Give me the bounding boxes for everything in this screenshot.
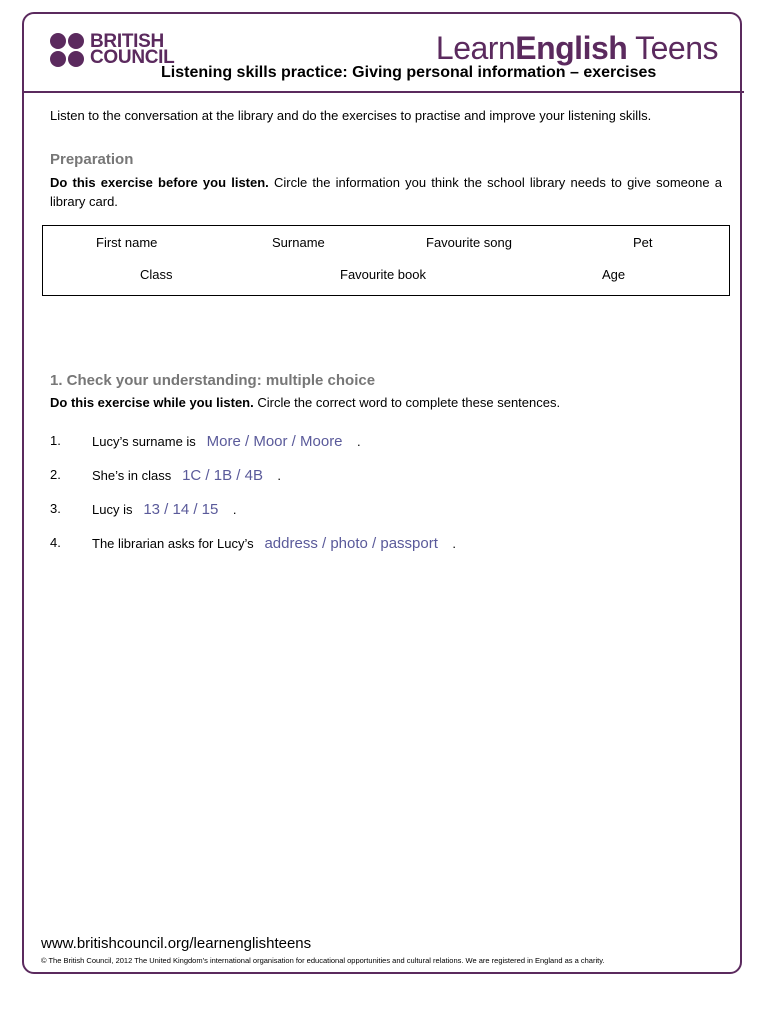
answer-choices[interactable]: 1C / 1B / 4B bbox=[182, 467, 263, 484]
header-divider bbox=[22, 91, 744, 93]
logo-teens: Teens bbox=[627, 30, 718, 66]
logo-line-2: COUNCIL bbox=[90, 47, 175, 68]
question-number: 1. bbox=[50, 433, 61, 448]
british-council-logo bbox=[50, 33, 174, 67]
question-number: 4. bbox=[50, 535, 61, 550]
question-text: She’s in class 1C / 1B / 4B . bbox=[92, 467, 282, 484]
footer-url[interactable]: www.britishcouncil.org/learnenglishteens bbox=[41, 935, 312, 952]
option-first-name[interactable]: First name bbox=[96, 235, 158, 250]
exercise1-heading: 1. Check your understanding: multiple choice bbox=[50, 372, 376, 389]
answer-choices[interactable]: 13 / 14 / 15 bbox=[143, 501, 219, 518]
exercise1-instruction bbox=[50, 393, 722, 412]
question-number: 3. bbox=[50, 501, 61, 516]
option-surname[interactable]: Surname bbox=[272, 235, 325, 250]
exercise1-instruction-rest: Circle the correct word to complete these sentences. bbox=[253, 395, 561, 410]
answer-choices[interactable]: More / Moor / Moore bbox=[206, 433, 343, 450]
option-favourite-song[interactable]: Favourite song bbox=[426, 235, 512, 250]
option-favourite-book[interactable]: Favourite book bbox=[340, 267, 426, 282]
preparation-instruction-rest: Circle the information you think the school library needs to give someone a library card. bbox=[50, 175, 722, 209]
question-text: The librarian asks for Lucy’s address / photo / passport . bbox=[92, 535, 456, 552]
question-text: Lucy is 13 / 14 / 15 . bbox=[92, 501, 237, 518]
learnenglish-teens-logo bbox=[436, 30, 718, 67]
preparation-instruction bbox=[50, 173, 722, 211]
logo-english: English bbox=[515, 30, 628, 66]
option-class[interactable]: Class bbox=[140, 267, 173, 282]
preparation-heading: Preparation bbox=[50, 151, 134, 168]
question-text: Lucy’s surname is More / Moor / Moore . bbox=[92, 433, 361, 450]
logo-dots-icon bbox=[50, 33, 84, 67]
option-age[interactable]: Age bbox=[602, 267, 626, 282]
options-box bbox=[42, 225, 730, 296]
exercise1-instruction-bold: Do this exercise while you listen. bbox=[50, 395, 254, 410]
page-title: Listening skills practice: Giving personal information – exercises bbox=[161, 64, 657, 81]
option-pet[interactable]: Pet bbox=[633, 235, 653, 250]
intro-text: Listen to the conversation at the library and do the exercises to practise and improve your listening skills. bbox=[50, 108, 652, 123]
logo-learn: Learn bbox=[435, 30, 516, 66]
question-number: 2. bbox=[50, 467, 61, 482]
answer-choices[interactable]: address / photo / passport bbox=[264, 535, 438, 552]
preparation-instruction-bold: Do this exercise before you listen. bbox=[50, 175, 269, 190]
footer-copyright: © The British Council, 2012 The United Kingdom’s international organisation for educational opportunities and cultural relations. We are registered in England as a charity. bbox=[41, 956, 605, 965]
logo-line-1: BRITISH bbox=[90, 31, 164, 52]
